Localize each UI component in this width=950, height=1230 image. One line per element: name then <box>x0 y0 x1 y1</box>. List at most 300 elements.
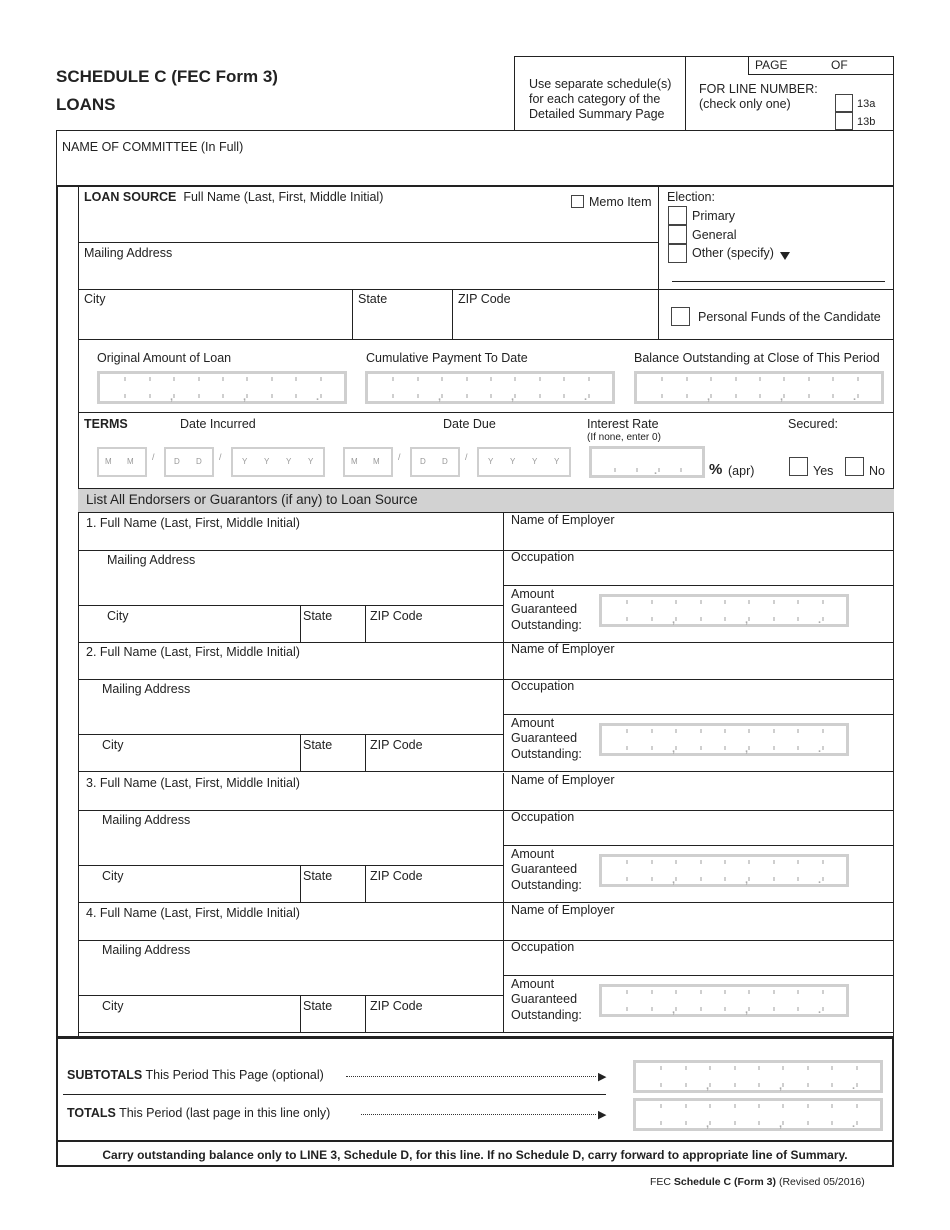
digit-tick <box>626 617 628 621</box>
year-placeholder: Y <box>510 457 516 466</box>
digit-tick <box>685 1121 687 1125</box>
original-amount-field[interactable] <box>97 371 347 404</box>
digit-tick <box>822 860 824 864</box>
digit-tick <box>417 394 419 398</box>
endorser-amount-field[interactable] <box>599 984 849 1017</box>
divider <box>503 845 894 846</box>
digit-tick <box>675 990 677 994</box>
date-due-year-field[interactable] <box>477 447 571 477</box>
endorser-name-label: 3. Full Name (Last, First, Middle Initial) <box>86 776 300 790</box>
divider <box>503 585 894 586</box>
decimal-point: . <box>852 1080 856 1092</box>
divider <box>78 289 894 290</box>
loan-source-heading <box>84 190 383 205</box>
digit-tick <box>295 377 297 381</box>
digit-tick <box>651 746 653 750</box>
digit-tick <box>539 394 541 398</box>
digit-tick <box>734 1121 736 1125</box>
date-incurred-day-field[interactable] <box>164 447 214 477</box>
interest-rate-field[interactable] <box>589 446 705 478</box>
totals-arrow-icon: ▶ <box>598 1109 607 1121</box>
cumulative-payment-field[interactable] <box>365 371 615 404</box>
digit-tick <box>246 377 248 381</box>
form-title: SCHEDULE C (FEC Form 3) <box>56 67 278 86</box>
digit-tick <box>626 1007 628 1011</box>
divider <box>78 1032 894 1033</box>
digit-tick <box>831 1066 833 1070</box>
digit-tick <box>735 394 737 398</box>
digit-tick <box>773 617 775 621</box>
divider <box>78 605 503 606</box>
endorser-employer-label: Name of Employer <box>511 903 615 917</box>
decimal-point: . <box>316 391 320 403</box>
carry-note: Carry outstanding balance only to LINE 3, Schedule D, for this line. If no Schedule D, carry forward to appropriate line of Summary. <box>102 1148 848 1162</box>
divider <box>365 865 366 902</box>
digit-tick <box>651 1007 653 1011</box>
digit-tick <box>700 600 702 604</box>
digit-tick <box>783 377 785 381</box>
digit-tick <box>822 877 824 881</box>
line-13a-checkbox[interactable] <box>835 94 853 112</box>
digit-tick <box>658 468 660 472</box>
divider <box>452 289 453 339</box>
endorser-amount-label-2: Guaranteed <box>511 862 578 876</box>
digit-tick <box>539 377 541 381</box>
digit-tick <box>797 1007 799 1011</box>
comma-separator: , <box>243 391 247 403</box>
secured-no-checkbox[interactable] <box>845 457 864 476</box>
digit-tick <box>782 1066 784 1070</box>
digit-tick <box>320 394 322 398</box>
digit-tick <box>709 1121 711 1125</box>
digit-tick <box>222 394 224 398</box>
endorser-state-label: State <box>303 999 333 1013</box>
totals-row <box>67 1106 330 1121</box>
digit-tick <box>626 746 628 750</box>
digit-tick <box>807 1121 809 1125</box>
divider <box>503 903 504 1032</box>
endorser-amount-label-2: Guaranteed <box>511 992 578 1006</box>
slash: / <box>152 452 155 462</box>
divider <box>365 995 366 1032</box>
digit-tick <box>651 729 653 733</box>
digit-tick <box>173 377 175 381</box>
day-placeholder: D <box>420 457 426 466</box>
divider <box>78 412 894 413</box>
digit-tick <box>675 860 677 864</box>
endorser-address-label: Mailing Address <box>102 813 191 827</box>
secured-yes-label: Yes <box>813 464 834 478</box>
line-13b-label: 13b <box>857 116 876 128</box>
digit-tick <box>758 1104 760 1108</box>
digit-tick <box>700 1007 702 1011</box>
subtotals-row <box>67 1068 324 1083</box>
endorser-amount-label-3: Outstanding: <box>511 618 582 632</box>
endorser-zip-label: ZIP Code <box>370 869 423 883</box>
decimal-point: . <box>818 743 822 755</box>
endorser-occupation-label: Occupation <box>511 550 575 564</box>
section-right-border <box>893 187 894 1036</box>
divider <box>78 550 894 551</box>
divider <box>503 773 504 902</box>
digit-tick <box>782 1083 784 1087</box>
line-13b-checkbox[interactable] <box>835 112 853 130</box>
digit-tick <box>758 1066 760 1070</box>
digit-tick <box>685 1066 687 1070</box>
decimal-point: . <box>584 391 588 403</box>
endorser-zip-label: ZIP Code <box>370 609 423 623</box>
digit-tick <box>685 1083 687 1087</box>
digit-tick <box>626 877 628 881</box>
year-placeholder: Y <box>264 457 270 466</box>
digit-tick <box>724 860 726 864</box>
digit-tick <box>831 1083 833 1087</box>
digit-tick <box>773 600 775 604</box>
loan-source-zip-label: ZIP Code <box>458 292 511 306</box>
endorser-name-label: 4. Full Name (Last, First, Middle Initial) <box>86 906 300 920</box>
digit-tick <box>831 1104 833 1108</box>
digit-tick <box>797 600 799 604</box>
balance-outstanding-label: Balance Outstanding at Close of This Period <box>634 351 880 365</box>
subtotals-text: This Period This Page (optional) <box>145 1068 324 1082</box>
digit-tick <box>797 990 799 994</box>
digit-tick <box>773 746 775 750</box>
digit-tick <box>626 990 628 994</box>
divider <box>78 902 894 903</box>
divider <box>78 865 503 866</box>
general-checkbox[interactable] <box>668 225 687 244</box>
digit-tick <box>441 377 443 381</box>
digit-tick <box>797 860 799 864</box>
endorser-address-label: Mailing Address <box>107 553 196 567</box>
digit-tick <box>124 394 126 398</box>
digit-tick <box>675 746 677 750</box>
endorser-amount-label-2: Guaranteed <box>511 602 578 616</box>
endorser-occupation-label: Occupation <box>511 679 575 693</box>
digit-tick <box>734 1083 736 1087</box>
endorser-name-label: 2. Full Name (Last, First, Middle Initial) <box>86 645 300 659</box>
digit-tick <box>514 394 516 398</box>
divider <box>503 975 894 976</box>
endorser-amount-label-3: Outstanding: <box>511 1008 582 1022</box>
month-placeholder: M <box>127 457 134 466</box>
subtotals-label: SUBTOTALS <box>67 1068 143 1082</box>
divider <box>352 289 353 339</box>
digit-tick <box>758 1121 760 1125</box>
digit-tick <box>797 617 799 621</box>
digit-tick <box>320 377 322 381</box>
if-none-label: (If none, enter 0) <box>587 432 661 443</box>
digit-tick <box>724 600 726 604</box>
divider <box>365 734 366 771</box>
date-due-month-field[interactable] <box>343 447 393 477</box>
comma-separator: , <box>779 1118 783 1130</box>
digit-tick <box>295 394 297 398</box>
digit-tick <box>832 377 834 381</box>
divider <box>300 605 301 642</box>
digit-tick <box>700 860 702 864</box>
subtotals-field[interactable] <box>633 1060 883 1093</box>
election-label: Election: <box>667 190 715 204</box>
subtotals-arrow-icon: ▶ <box>598 1071 607 1083</box>
date-incurred-year-field[interactable] <box>231 447 325 477</box>
comma-separator: , <box>745 1004 749 1016</box>
digit-tick <box>773 990 775 994</box>
digit-tick <box>700 990 702 994</box>
digit-tick <box>700 729 702 733</box>
committee-name-field[interactable] <box>56 130 894 187</box>
day-placeholder: D <box>196 457 202 466</box>
endorser-city-label: City <box>107 609 129 623</box>
divider <box>56 1140 894 1142</box>
digit-tick <box>466 394 468 398</box>
digit-tick <box>856 1066 858 1070</box>
digit-tick <box>563 377 565 381</box>
digit-tick <box>651 617 653 621</box>
divider <box>300 865 301 902</box>
digit-tick <box>857 377 859 381</box>
divider <box>78 995 503 996</box>
divider <box>63 1094 606 1095</box>
digit-tick <box>490 377 492 381</box>
general-label: General <box>692 228 737 242</box>
digit-tick <box>822 990 824 994</box>
year-placeholder: Y <box>532 457 538 466</box>
endorsers-header: List All Endorsers or Guarantors (if any) to Loan Source <box>86 492 418 507</box>
comma-separator: , <box>438 391 442 403</box>
totals-field[interactable] <box>633 1098 883 1131</box>
comma-separator: , <box>672 874 676 886</box>
divider <box>300 995 301 1032</box>
digit-tick <box>173 394 175 398</box>
endorser-amount-label-1: Amount <box>511 977 555 991</box>
original-amount-label: Original Amount of Loan <box>97 351 232 365</box>
digit-tick <box>661 377 663 381</box>
secured-yes-checkbox[interactable] <box>789 457 808 476</box>
endorser-state-label: State <box>303 609 333 623</box>
digit-tick <box>709 1104 711 1108</box>
endorser-state-label: State <box>303 738 333 752</box>
digit-tick <box>797 746 799 750</box>
loan-source-name-label: Full Name (Last, First, Middle Initial) <box>183 190 384 204</box>
of-label: OF <box>831 58 848 72</box>
digit-tick <box>748 600 750 604</box>
endorser-city-label: City <box>102 999 124 1013</box>
comma-separator: , <box>706 1080 710 1092</box>
footer-prefix: FEC <box>650 1176 671 1188</box>
digit-tick <box>748 1007 750 1011</box>
primary-checkbox[interactable] <box>668 206 687 225</box>
digit-tick <box>490 394 492 398</box>
divider <box>78 642 894 643</box>
endorser-amount-label-3: Outstanding: <box>511 747 582 761</box>
digit-tick <box>759 377 761 381</box>
endorser-amount-label-2: Guaranteed <box>511 731 578 745</box>
digit-tick <box>651 600 653 604</box>
endorser-amount-label-1: Amount <box>511 847 555 861</box>
digit-tick <box>734 1066 736 1070</box>
digit-tick <box>807 1066 809 1070</box>
endorser-employer-label: Name of Employer <box>511 642 615 656</box>
footer-form-id <box>650 1175 865 1190</box>
divider <box>658 187 659 339</box>
decimal-point: . <box>654 465 658 477</box>
divider <box>78 242 658 243</box>
digit-tick <box>271 377 273 381</box>
year-placeholder: Y <box>554 457 560 466</box>
divider <box>503 642 504 771</box>
endorser-amount-field[interactable] <box>599 854 849 887</box>
line-13a-label: 13a <box>857 98 876 110</box>
divider <box>78 339 894 340</box>
digit-tick <box>588 377 590 381</box>
divider <box>300 734 301 771</box>
endorser-amount-field[interactable] <box>599 723 849 756</box>
digit-tick <box>626 860 628 864</box>
loan-source-address-label: Mailing Address <box>84 246 173 260</box>
digit-tick <box>773 860 775 864</box>
digit-tick <box>466 377 468 381</box>
digit-tick <box>822 617 824 621</box>
digit-tick <box>660 1083 662 1087</box>
digit-tick <box>724 990 726 994</box>
digit-tick <box>822 1007 824 1011</box>
committee-name-label: NAME OF COMMITTEE (In Full) <box>62 140 244 154</box>
digit-tick <box>710 394 712 398</box>
digit-tick <box>748 746 750 750</box>
personal-funds-checkbox[interactable] <box>671 307 690 326</box>
date-incurred-month-field[interactable] <box>97 447 147 477</box>
comma-separator: , <box>672 743 676 755</box>
divider <box>365 605 366 642</box>
terms-label: TERMS <box>84 417 128 431</box>
digit-tick <box>773 877 775 881</box>
digit-tick <box>709 1066 711 1070</box>
comma-separator: , <box>745 743 749 755</box>
divider <box>503 714 894 715</box>
interest-rate-label: Interest Rate <box>587 417 659 431</box>
endorser-occupation-label: Occupation <box>511 940 575 954</box>
form-subtitle: LOANS <box>56 95 116 114</box>
endorser-employer-label: Name of Employer <box>511 513 615 527</box>
digit-tick <box>808 377 810 381</box>
decimal-point: . <box>852 1118 856 1130</box>
digit-tick <box>614 468 616 472</box>
leader-dots <box>346 1076 596 1077</box>
year-placeholder: Y <box>242 457 248 466</box>
digit-tick <box>271 394 273 398</box>
divider <box>78 771 894 772</box>
digit-tick <box>700 877 702 881</box>
other-checkbox[interactable] <box>668 244 687 263</box>
digit-tick <box>748 729 750 733</box>
digit-tick <box>748 990 750 994</box>
personal-funds-label: Personal Funds of the Candidate <box>698 310 881 324</box>
comma-separator: , <box>672 614 676 626</box>
slash: / <box>219 452 222 462</box>
digit-tick <box>734 1104 736 1108</box>
balance-outstanding-field[interactable] <box>634 371 884 404</box>
date-due-day-field[interactable] <box>410 447 460 477</box>
decimal-point: . <box>818 874 822 886</box>
digit-tick <box>724 729 726 733</box>
leader-dots <box>361 1114 596 1115</box>
down-arrow-icon <box>780 252 790 260</box>
digit-tick <box>782 1104 784 1108</box>
comma-separator: , <box>511 391 515 403</box>
digit-tick <box>392 377 394 381</box>
digit-tick <box>856 1104 858 1108</box>
endorser-occupation-label: Occupation <box>511 810 575 824</box>
divider <box>78 734 503 735</box>
date-incurred-label: Date Incurred <box>180 417 256 431</box>
digit-tick <box>748 877 750 881</box>
day-placeholder: D <box>174 457 180 466</box>
digit-tick <box>832 394 834 398</box>
endorser-zip-label: ZIP Code <box>370 999 423 1013</box>
divider <box>78 679 894 680</box>
digit-tick <box>783 394 785 398</box>
other-specify-line[interactable] <box>672 281 885 282</box>
note-line-2: for each category of the <box>529 92 661 106</box>
digit-tick <box>198 377 200 381</box>
memo-item-checkbox[interactable] <box>571 195 584 208</box>
digit-tick <box>563 394 565 398</box>
section-left-border <box>78 187 79 1036</box>
endorser-zip-label: ZIP Code <box>370 738 423 752</box>
digit-tick <box>675 617 677 621</box>
endorser-amount-field[interactable] <box>599 594 849 627</box>
digit-tick <box>441 394 443 398</box>
digit-tick <box>856 1083 858 1087</box>
year-placeholder: Y <box>286 457 292 466</box>
digit-tick <box>626 729 628 733</box>
primary-label: Primary <box>692 209 736 223</box>
digit-tick <box>246 394 248 398</box>
digit-tick <box>686 377 688 381</box>
digit-tick <box>709 1083 711 1087</box>
loan-source-label: LOAN SOURCE <box>84 190 177 204</box>
comma-separator: , <box>170 391 174 403</box>
endorser-city-label: City <box>102 869 124 883</box>
digit-tick <box>797 729 799 733</box>
note-line-3: Detailed Summary Page <box>529 107 665 121</box>
digit-tick <box>636 468 638 472</box>
digit-tick <box>724 877 726 881</box>
totals-text: This Period (last page in this line only) <box>119 1106 331 1120</box>
endorser-address-label: Mailing Address <box>102 682 191 696</box>
endorser-city-label: City <box>102 738 124 752</box>
divider <box>78 810 894 811</box>
endorser-amount-label-3: Outstanding: <box>511 878 582 892</box>
loan-source-city-label: City <box>84 292 106 306</box>
digit-tick <box>626 600 628 604</box>
comma-separator: , <box>779 1080 783 1092</box>
digit-tick <box>661 394 663 398</box>
digit-tick <box>857 394 859 398</box>
decimal-point: . <box>818 1004 822 1016</box>
month-placeholder: M <box>351 457 358 466</box>
comma-separator: , <box>780 391 784 403</box>
year-placeholder: Y <box>308 457 314 466</box>
month-placeholder: M <box>105 457 112 466</box>
comma-separator: , <box>672 1004 676 1016</box>
memo-item-label: Memo Item <box>589 195 652 209</box>
left-margin-border <box>56 187 58 1036</box>
endorser-address-label: Mailing Address <box>102 943 191 957</box>
page-label: PAGE <box>755 58 788 72</box>
other-label: Other (specify) <box>692 246 774 260</box>
